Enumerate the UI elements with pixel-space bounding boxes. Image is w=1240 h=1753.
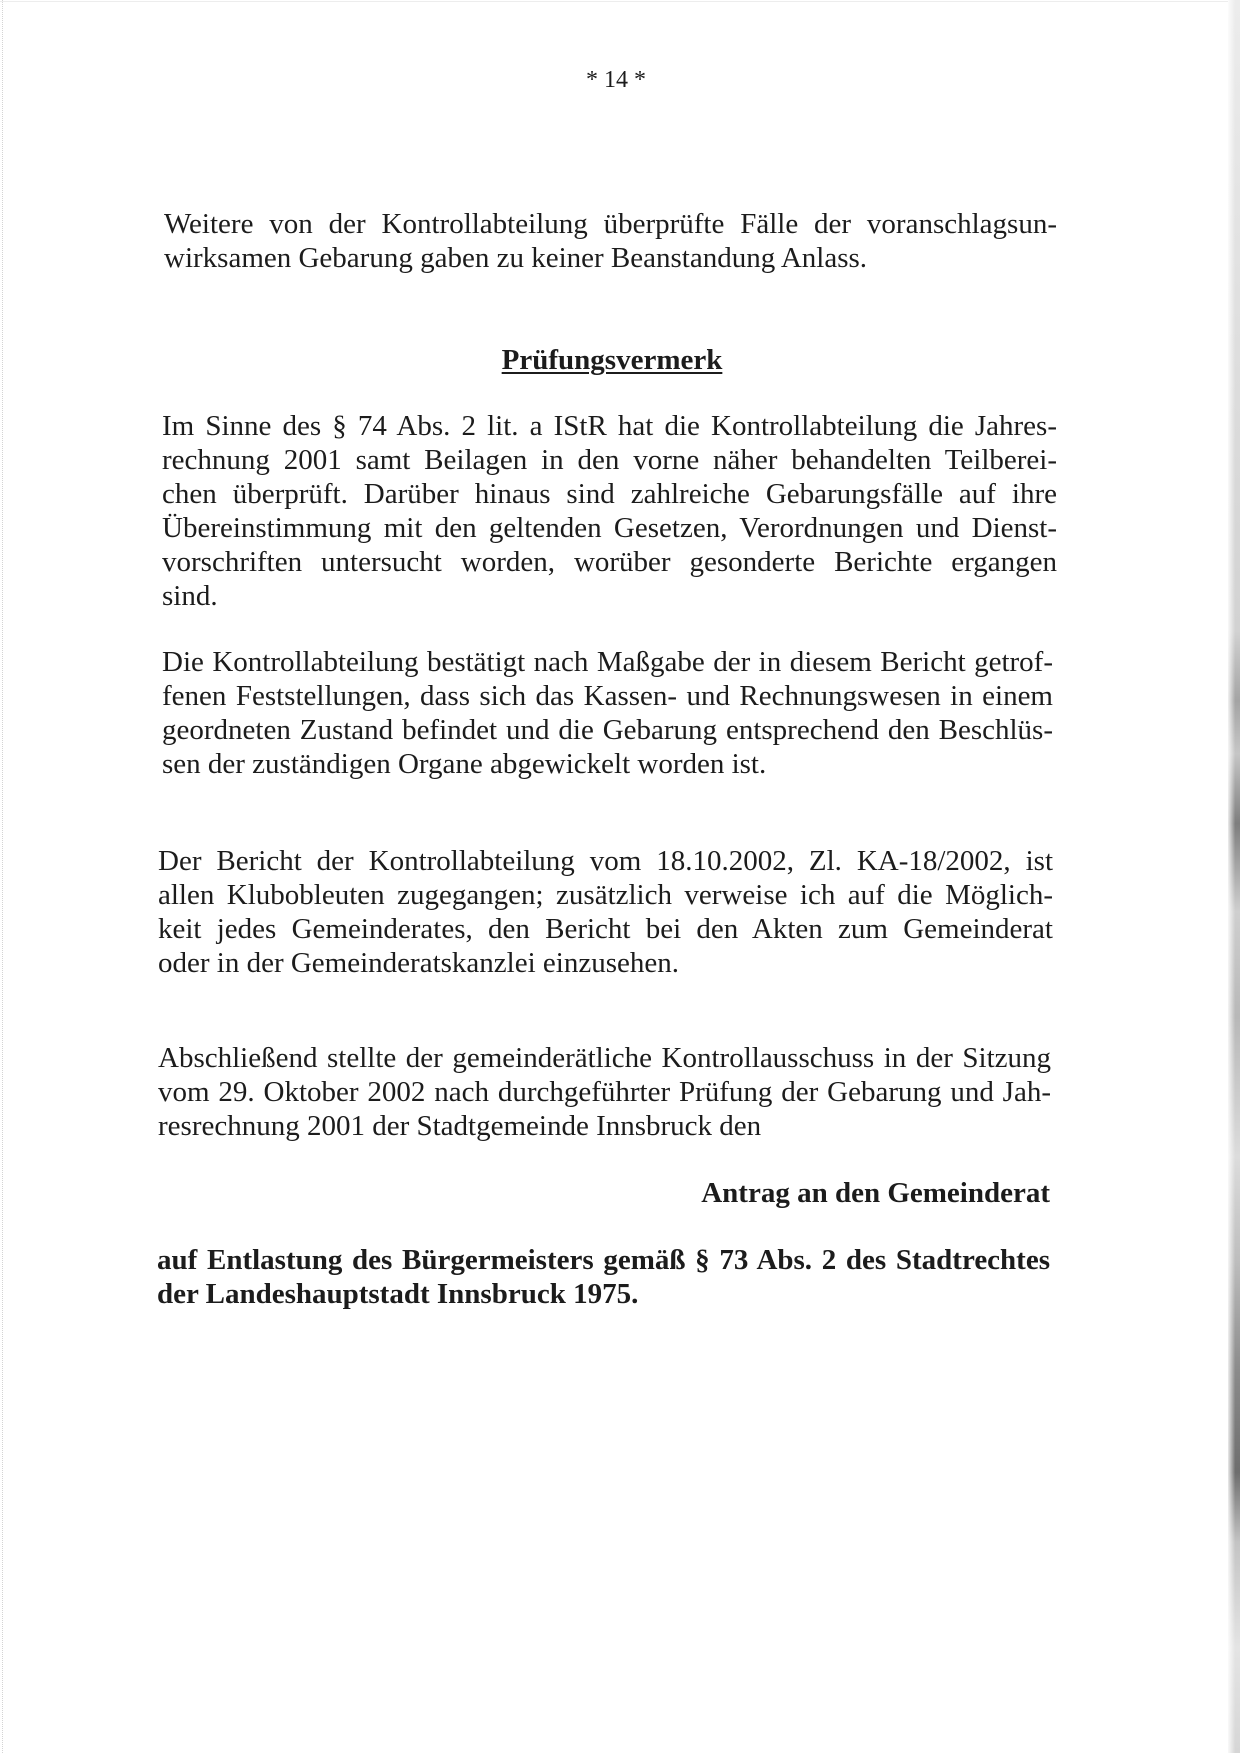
paragraph-line: keit jedes Gemeinderates, den Bericht bei den Akten zum Gemeinderat xyxy=(158,913,1053,945)
paragraph-line: oder in der Gemeinderatskanzlei einzusehen. xyxy=(158,947,679,979)
paragraph-line: vorschriften untersucht worden, worüber gesonderte Berichte ergangen xyxy=(162,546,1057,578)
paragraph-line: wirksamen Gebarung gaben zu keiner Beanstandung Anlass. xyxy=(164,242,868,274)
scan-edge-top xyxy=(0,1,1240,2)
paragraph-line: rechnung 2001 samt Beilagen in den vorne näher behandelten Teilberei- xyxy=(162,444,1057,476)
motion-text xyxy=(157,1243,1050,1311)
paragraph-line: chen überprüft. Darüber hinaus sind zahlreiche Gebarungsfälle auf ihre xyxy=(162,478,1057,510)
paragraph-line: sind. xyxy=(162,580,218,612)
paragraph-audit-scope xyxy=(162,409,1057,613)
paragraph-committee-conclusion xyxy=(158,1041,1051,1143)
paragraph-report-reference xyxy=(158,844,1053,980)
scan-edge-left xyxy=(2,0,3,1753)
paragraph-line: Abschließend stellte der gemeinderätliche Kontrollausschuss in der Sitzung xyxy=(158,1042,1051,1074)
section-heading-text: Prüfungsvermerk xyxy=(501,344,723,376)
paragraph-line: Weitere von der Kontrollabteilung überprüfte Fälle der voranschlagsun- xyxy=(164,208,1057,240)
paragraph-line: geordneten Zustand befindet und die Gebarung entsprechend den Beschlüs- xyxy=(162,714,1053,746)
paragraph-line: Die Kontrollabteilung bestätigt nach Maßgabe der in diesem Bericht getrof- xyxy=(162,646,1053,678)
paragraph-line: fenen Feststellungen, dass sich das Kassen- und Rechnungswesen in einem xyxy=(162,680,1053,712)
paragraph-line: Der Bericht der Kontrollabteilung vom 18.10.2002, Zl. KA-18/2002, ist xyxy=(158,845,1053,877)
paragraph-line: Übereinstimmung mit den geltenden Gesetzen, Verordnungen und Dienst- xyxy=(162,512,1057,544)
motion-title: Antrag an den Gemeinderat xyxy=(701,1177,1050,1209)
motion-line: auf Entlastung des Bürgermeisters gemäß § 73 Abs. 2 des Stadtrechtes xyxy=(157,1244,1050,1276)
motion-line: der Landeshauptstadt Innsbruck 1975. xyxy=(157,1278,639,1310)
paragraph-line: resrechnung 2001 der Stadtgemeinde Innsbruck den xyxy=(158,1110,762,1142)
paragraph-line: sen der zuständigen Organe abgewickelt worden ist. xyxy=(162,748,767,780)
paragraph-line: Im Sinne des § 74 Abs. 2 lit. a IStR hat die Kontrollabteilung die Jahres- xyxy=(162,410,1057,442)
page-number: * 14 * xyxy=(586,67,646,93)
section-heading xyxy=(162,343,1062,377)
paragraph-further-cases xyxy=(164,207,1057,275)
scan-edge-right xyxy=(1228,0,1240,1753)
paragraph-confirmation xyxy=(162,645,1053,781)
paragraph-line: allen Klubobleuten zugegangen; zusätzlich verweise ich auf die Möglich- xyxy=(158,879,1053,911)
paragraph-line: vom 29. Oktober 2002 nach durchgeführter Prüfung der Gebarung und Jah- xyxy=(158,1076,1051,1108)
